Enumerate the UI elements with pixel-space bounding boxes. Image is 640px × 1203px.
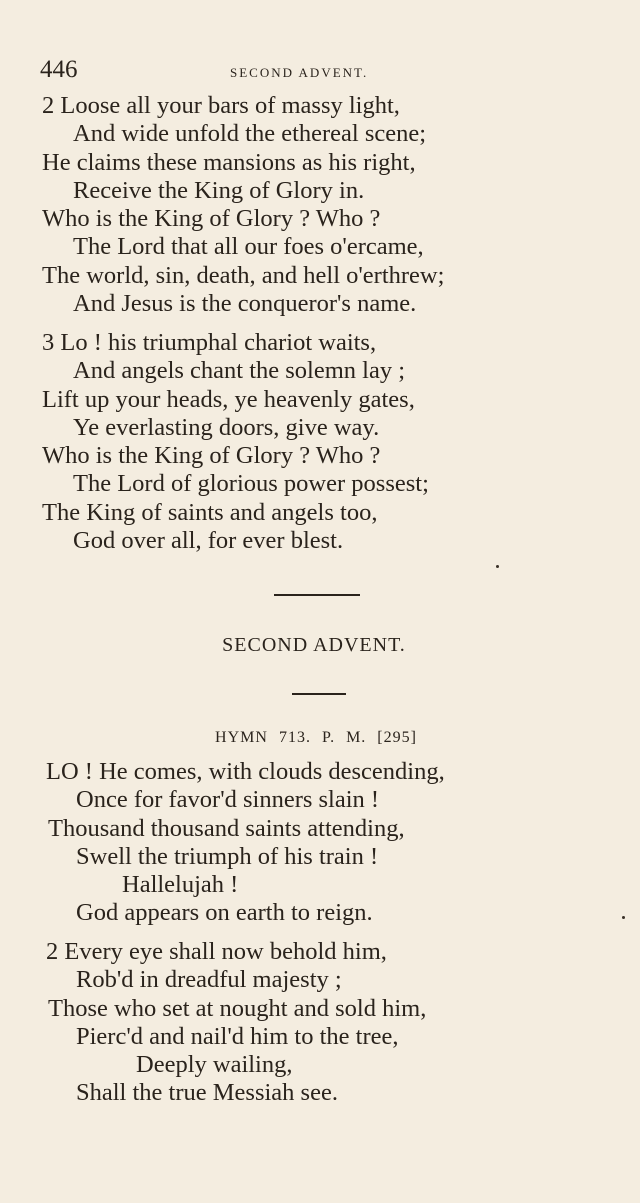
verse-line: Pierc'd and nail'd him to the tree, bbox=[76, 1022, 399, 1050]
verse-line: 3 Lo ! his triumphal chariot waits, bbox=[42, 329, 377, 356]
verse-line: Ye everlasting doors, give way. bbox=[73, 413, 380, 441]
section-divider-rule bbox=[274, 594, 360, 596]
verse-line: 2 Every eye shall now behold him, bbox=[46, 938, 387, 965]
verse-line: Deeply wailing, bbox=[136, 1051, 293, 1079]
verse-line: Hallelujah ! bbox=[122, 871, 239, 899]
verse-line: And Jesus is the conqueror's name. bbox=[73, 290, 417, 318]
hymn-713-stanza-1 bbox=[42, 758, 632, 928]
verse-line: And angels chant the solemn lay ; bbox=[73, 357, 406, 385]
hymn-712-stanza-2 bbox=[42, 92, 632, 318]
print-speck bbox=[622, 916, 625, 919]
hymn-712-stanza-3 bbox=[42, 329, 632, 555]
verse-line: Rob'd in dreadful majesty ; bbox=[76, 966, 342, 994]
title-underline-rule bbox=[292, 693, 346, 695]
verse-line: Once for favor'd sinners slain ! bbox=[76, 786, 380, 814]
verse-line: Who is the King of Glory ? Who ? bbox=[42, 442, 381, 470]
verse-line: The Lord of glorious power possest; bbox=[73, 470, 429, 498]
verse-line: God appears on earth to reign. bbox=[76, 899, 373, 927]
running-head bbox=[40, 56, 600, 86]
running-title: SECOND ADVENT. bbox=[230, 65, 369, 80]
verse-line: Those who set at nought and sold him, bbox=[48, 994, 427, 1022]
verse-line: Who is the King of Glory ? Who ? bbox=[42, 205, 381, 233]
verse-line: God over all, for ever blest. bbox=[73, 527, 344, 555]
verse-line: Thousand thousand saints attending, bbox=[48, 814, 405, 842]
verse-line: Shall the true Messiah see. bbox=[76, 1079, 338, 1107]
hymn-713-header: HYMN 713. P. M. [295] bbox=[215, 729, 417, 746]
verse-line: Lift up your heads, ye heavenly gates, bbox=[42, 385, 415, 413]
verse-line: The King of saints and angels too, bbox=[42, 498, 378, 526]
verse-line: The world, sin, death, and hell o'erthrew; bbox=[42, 261, 445, 289]
verse-line: Receive the King of Glory in. bbox=[73, 176, 365, 204]
verse-line: He claims these mansions as his right, bbox=[42, 148, 416, 176]
verse-line: The Lord that all our foes o'ercame, bbox=[73, 233, 424, 261]
print-speck bbox=[496, 565, 499, 568]
page-number: 446 bbox=[40, 56, 78, 83]
hymn-713-stanza-2 bbox=[42, 938, 632, 1108]
verse-line: LO ! He comes, with clouds descending, bbox=[46, 758, 445, 785]
section-title: SECOND ADVENT. bbox=[222, 634, 406, 656]
verse-line: 2 Loose all your bars of massy light, bbox=[42, 92, 400, 119]
verse-line: And wide unfold the ethereal scene; bbox=[73, 120, 427, 148]
verse-line: Swell the triumph of his train ! bbox=[76, 842, 379, 870]
